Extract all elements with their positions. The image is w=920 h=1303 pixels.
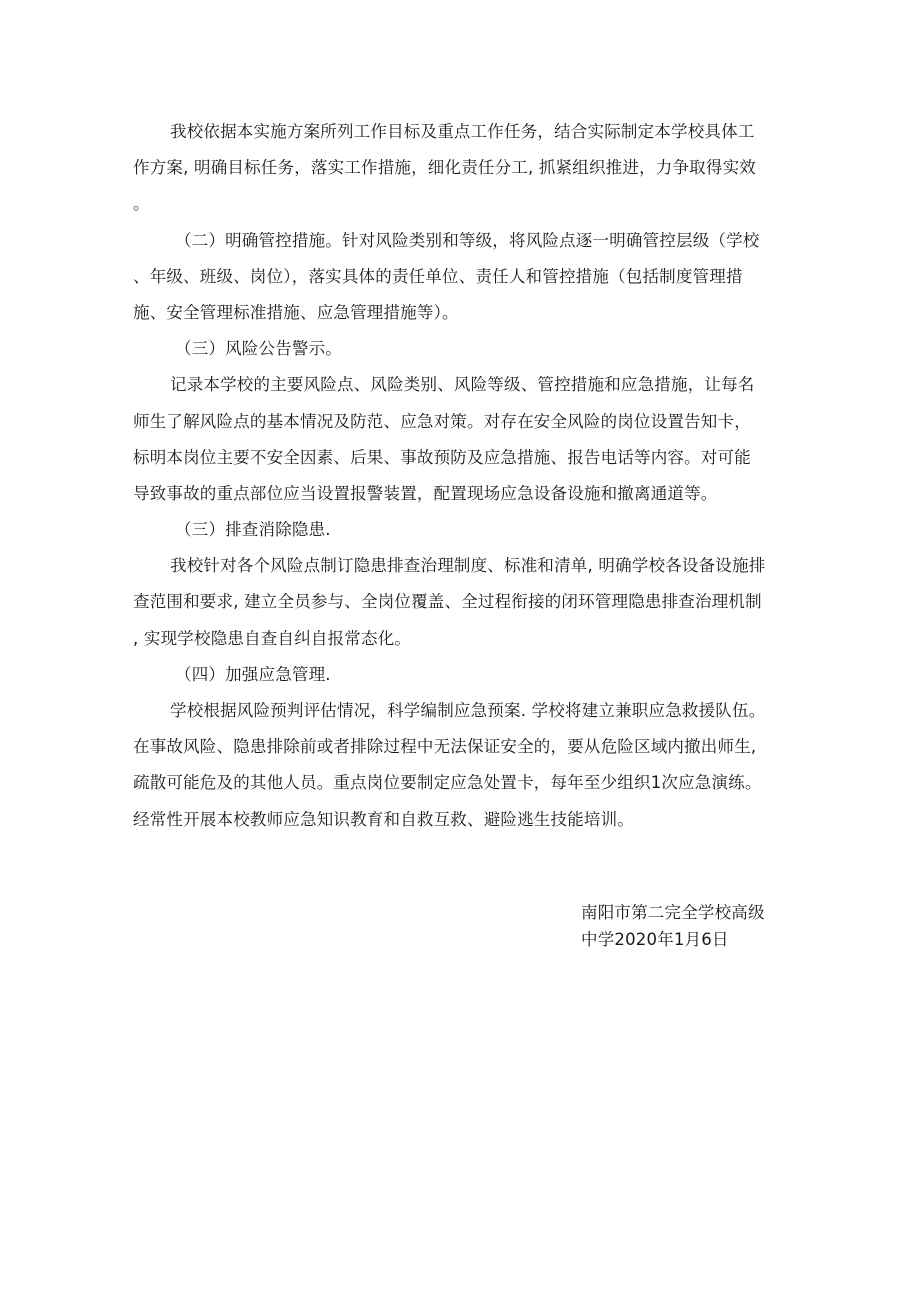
paragraph-line: 导致事故的重点部位应当设置报警装置，配置现场应急设备设施和撤离通道等。 <box>133 483 718 503</box>
section-heading: （三）风险公告警示。 <box>175 339 342 359</box>
signature-block <box>581 899 821 953</box>
signature-organization: 南阳市第二完全学校高级 <box>581 903 765 922</box>
paragraph-line: 我校依据本实施方案所列工作目标及重点工作任务，结合实际制定本学校具体工 <box>170 122 755 141</box>
paragraph-line: 师生了解风险点的基本情况及防范、应急对策。对存在安全风险的岗位设置告知卡， <box>133 411 751 431</box>
paragraph-line: 学校根据风险预判评估情况，科学编制应急预案. 学校将建立兼职应急救援队伍。 <box>170 701 766 720</box>
paragraph-line: （二）明确管控措施。针对风险类别和等级，将风险点逐一明确管控层级（学校 <box>175 230 760 250</box>
paragraph-line: 施、安全管理标准措施、应急管理措施等）。 <box>133 302 459 322</box>
paragraph-line: 查范围和要求, 建立全员参与、全岗位覆盖、全过程衔接的闭环管理隐患排查治理机制 <box>133 592 762 612</box>
paragraph-line: , 实现学校隐患自查自纠自报常态化。 <box>133 628 412 648</box>
section-heading: （三）排查消除隐患. <box>175 520 331 540</box>
section-heading: （四）加强应急管理. <box>175 664 331 684</box>
paragraph-line: 经常性开展本校教师应急知识教育和自救互救、避险逃生技能培训。 <box>133 809 634 829</box>
paragraph-line: 疏散可能危及的其他人员。重点岗位要制定应急处置卡，每年至少组织1次应急演练。 <box>133 773 762 793</box>
paragraph-line: 标明本岗位主要不安全因素、后果、事故预防及应急措施、报告电话等内容。对可能 <box>133 447 751 467</box>
document-body <box>133 114 793 838</box>
paragraph-line: 作方案, 明确目标任务，落实工作措施，细化责任分工, 抓紧组织推进，力争取得实效 <box>133 158 756 178</box>
paragraph-line: 、年级、班级、岗位），落实具体的责任单位、责任人和管控措施（包括制度管理措 <box>133 266 743 286</box>
paragraph-line: 记录本学校的主要风险点、风险类别、风险等级、管控措施和应急措施，让每名 <box>170 375 755 395</box>
signature-date: 中学2020年1月6日 <box>581 930 729 949</box>
paragraph-line: 在事故风险、隐患排除前或者排除过程中无法保证安全的，要从危险区域内撤出师生, <box>133 737 757 757</box>
paragraph-line: 我校针对各个风险点制订隐患排查治理制度、标准和清单, 明确学校各设备设施排 <box>170 556 766 576</box>
paragraph-line: 。 <box>133 194 150 214</box>
